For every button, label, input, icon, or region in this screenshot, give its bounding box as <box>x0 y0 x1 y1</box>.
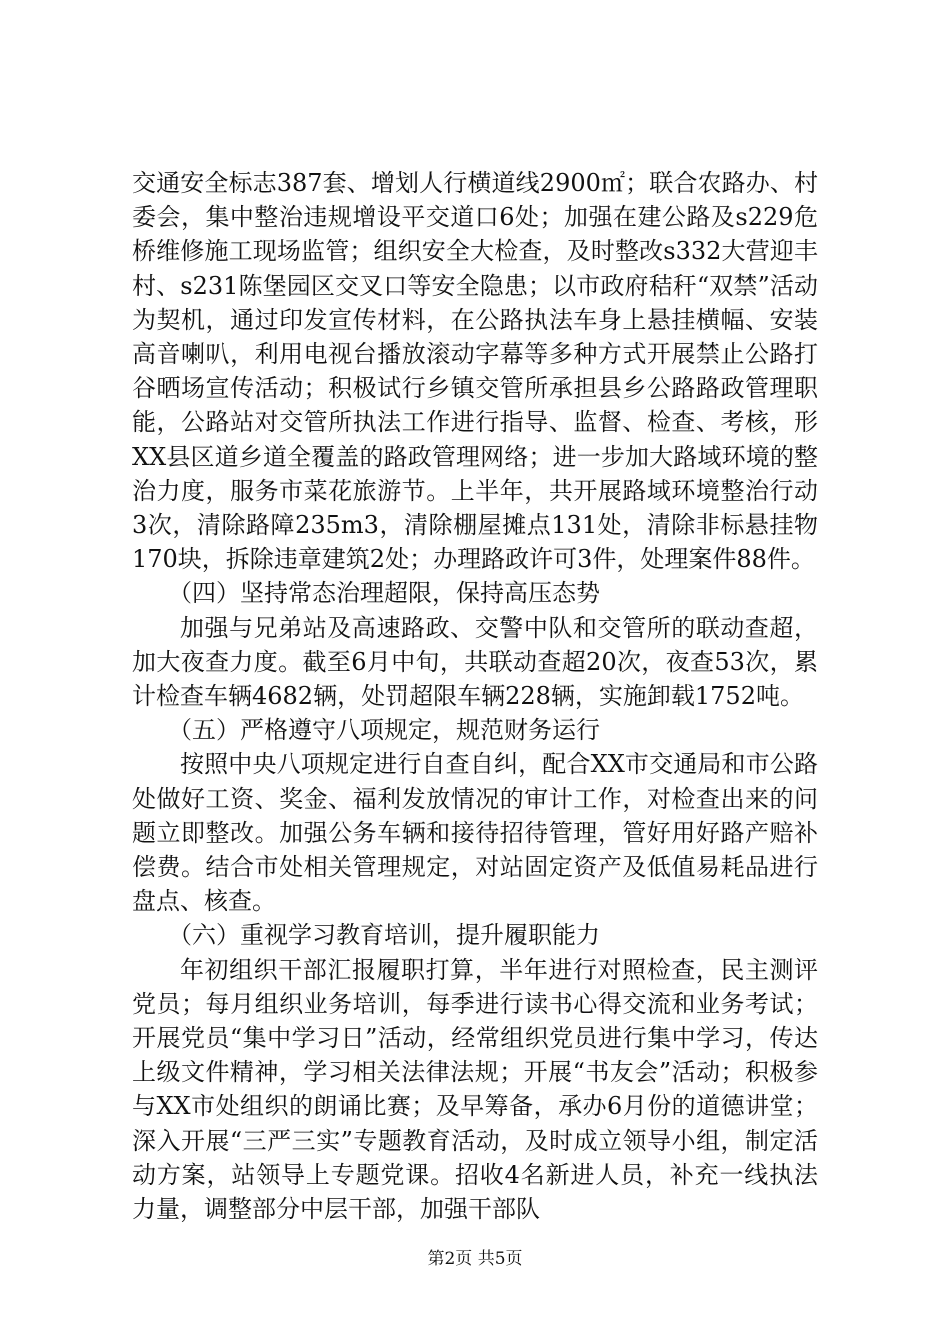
paragraph-training: 年初组织干部汇报履职打算，半年进行对照检查，民主测评党员；每月组织业务培训，每季进行读书心得交流和业务考试；开展党员“集中学习日”活动，经常组织党员进行集中学习，传达上级文件精神，学习相关法律法规；开展“书友会”活动；积极参与XX市处组织的朗诵比赛；及早筹备，承办6月份的道德讲堂；深入开展“三严三实”专题教育活动，及时成立领导小组，制定活动方案，站领导上专题党课。招收4名新进人员，补充一线执法力量，调整部分中层干部，加强干部队 <box>132 955 818 1224</box>
section-heading-4: （四）坚持常态治理超限，保持高压态势 <box>168 579 600 608</box>
document-body <box>132 166 818 1226</box>
paragraph-finance: 按照中央八项规定进行自查自纠，配合XX市交通局和市公路处做好工资、奖金、福利发放情况的审计工作，对检查出来的问题立即整改。加强公务车辆和接待招待管理，管好用好路产赔补偿费。结合市处相关管理规定，对站固定资产及低值易耗品进行盘点、核查。 <box>132 750 818 916</box>
paragraph-continued: 交通安全标志387套、增划人行横道线2900㎡；联合农路办、村委会，集中整治违规增设平交道口6处；加强在建公路及s229危桥维修施工现场监管；组织安全大检查，及时整改s332大营迎丰村、s231陈堡园区交叉口等安全隐患；以市政府秸秆“双禁”活动为契机，通过印发宣传材料，在公路执法车身上悬挂横幅、安装高音喇叭，利用电视台播放滚动字幕等多种方式开展禁止公路打谷晒场宣传活动；积极试行乡镇交管所承担县乡公路路政管理职能，公路站对交管所执法工作进行指导、监督、检查、考核，形XX县区道乡道全覆盖的路政管理网络；进一步加大路域环境的整治力度，服务市菜花旅游节。上半年，共开展路域环境整治行动3次，清除路障235m3，清除棚屋摊点131处，清除非标悬挂物170块，拆除违章建筑2处；办理路政许可3件，处理案件88件。 <box>132 169 818 574</box>
section-heading-5: （五）严格遵守八项规定，规范财务运行 <box>168 716 600 745</box>
paragraph-overload-control: 加强与兄弟站及高速路政、交警中队和交管所的联动查超，加大夜查力度。截至6月中旬，共联动查超20次，夜查53次，累计检查车辆4682辆，处罚超限车辆228辆，实施卸载1752吨。 <box>132 613 818 711</box>
section-heading-6: （六）重视学习教育培训，提升履职能力 <box>168 921 600 950</box>
page-number-footer: 第2页 共5页 <box>427 1249 523 1269</box>
